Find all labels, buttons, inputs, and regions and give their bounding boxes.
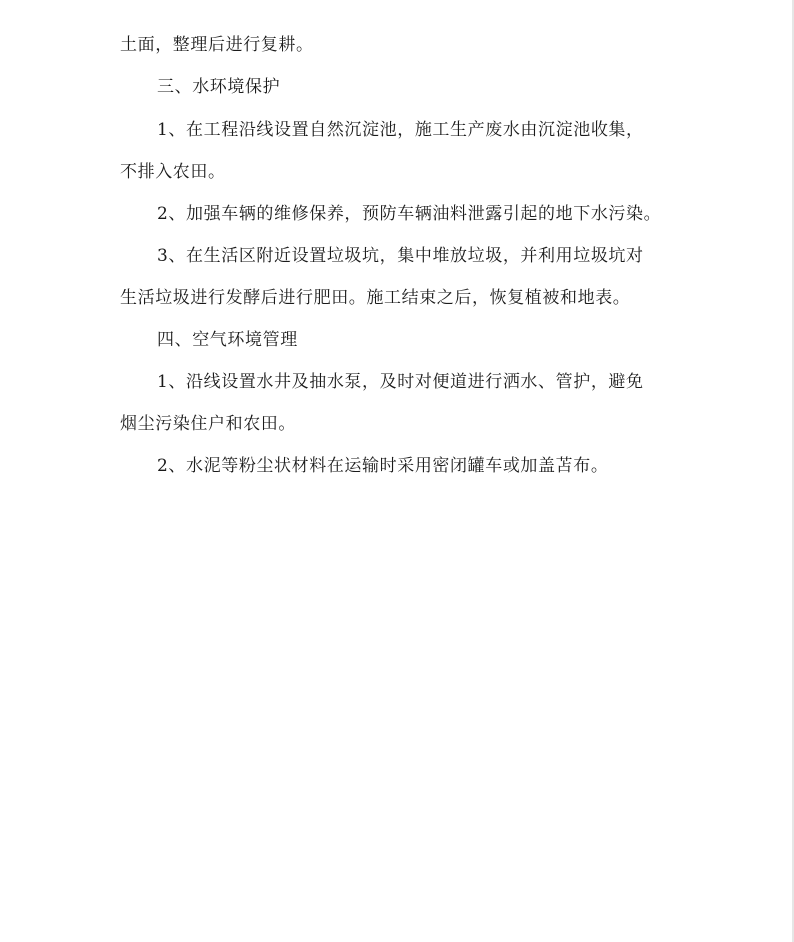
paragraph-line: 生活垃圾进行发酵后进行肥田。施工结束之后，恢复植被和地表。	[120, 288, 631, 308]
paragraph-line: 1、在工程沿线设置自然沉淀池，施工生产废水由沉淀池收集，	[157, 120, 644, 140]
paragraph-line: 2、水泥等粉尘状材料在运输时采用密闭罐车或加盖苫布。	[157, 456, 609, 476]
paragraph-line: 2、加强车辆的维修保养，预防车辆油料泄露引起的地下水污染。	[157, 204, 662, 224]
paragraph-line: 不排入农田。	[120, 162, 226, 182]
paragraph-line: 烟尘污染住户和农田。	[120, 414, 296, 434]
section-heading: 三、水环境保护	[157, 77, 281, 97]
paragraph-line: 土面，整理后进行复耕。	[120, 35, 314, 55]
section-heading: 四、空气环境管理	[157, 330, 298, 350]
paragraph-line: 1、沿线设置水井及抽水泵，及时对便道进行洒水、管护，避免	[157, 372, 644, 392]
paragraph-line: 3、在生活区附近设置垃圾坑，集中堆放垃圾，并利用垃圾坑对	[157, 246, 644, 266]
